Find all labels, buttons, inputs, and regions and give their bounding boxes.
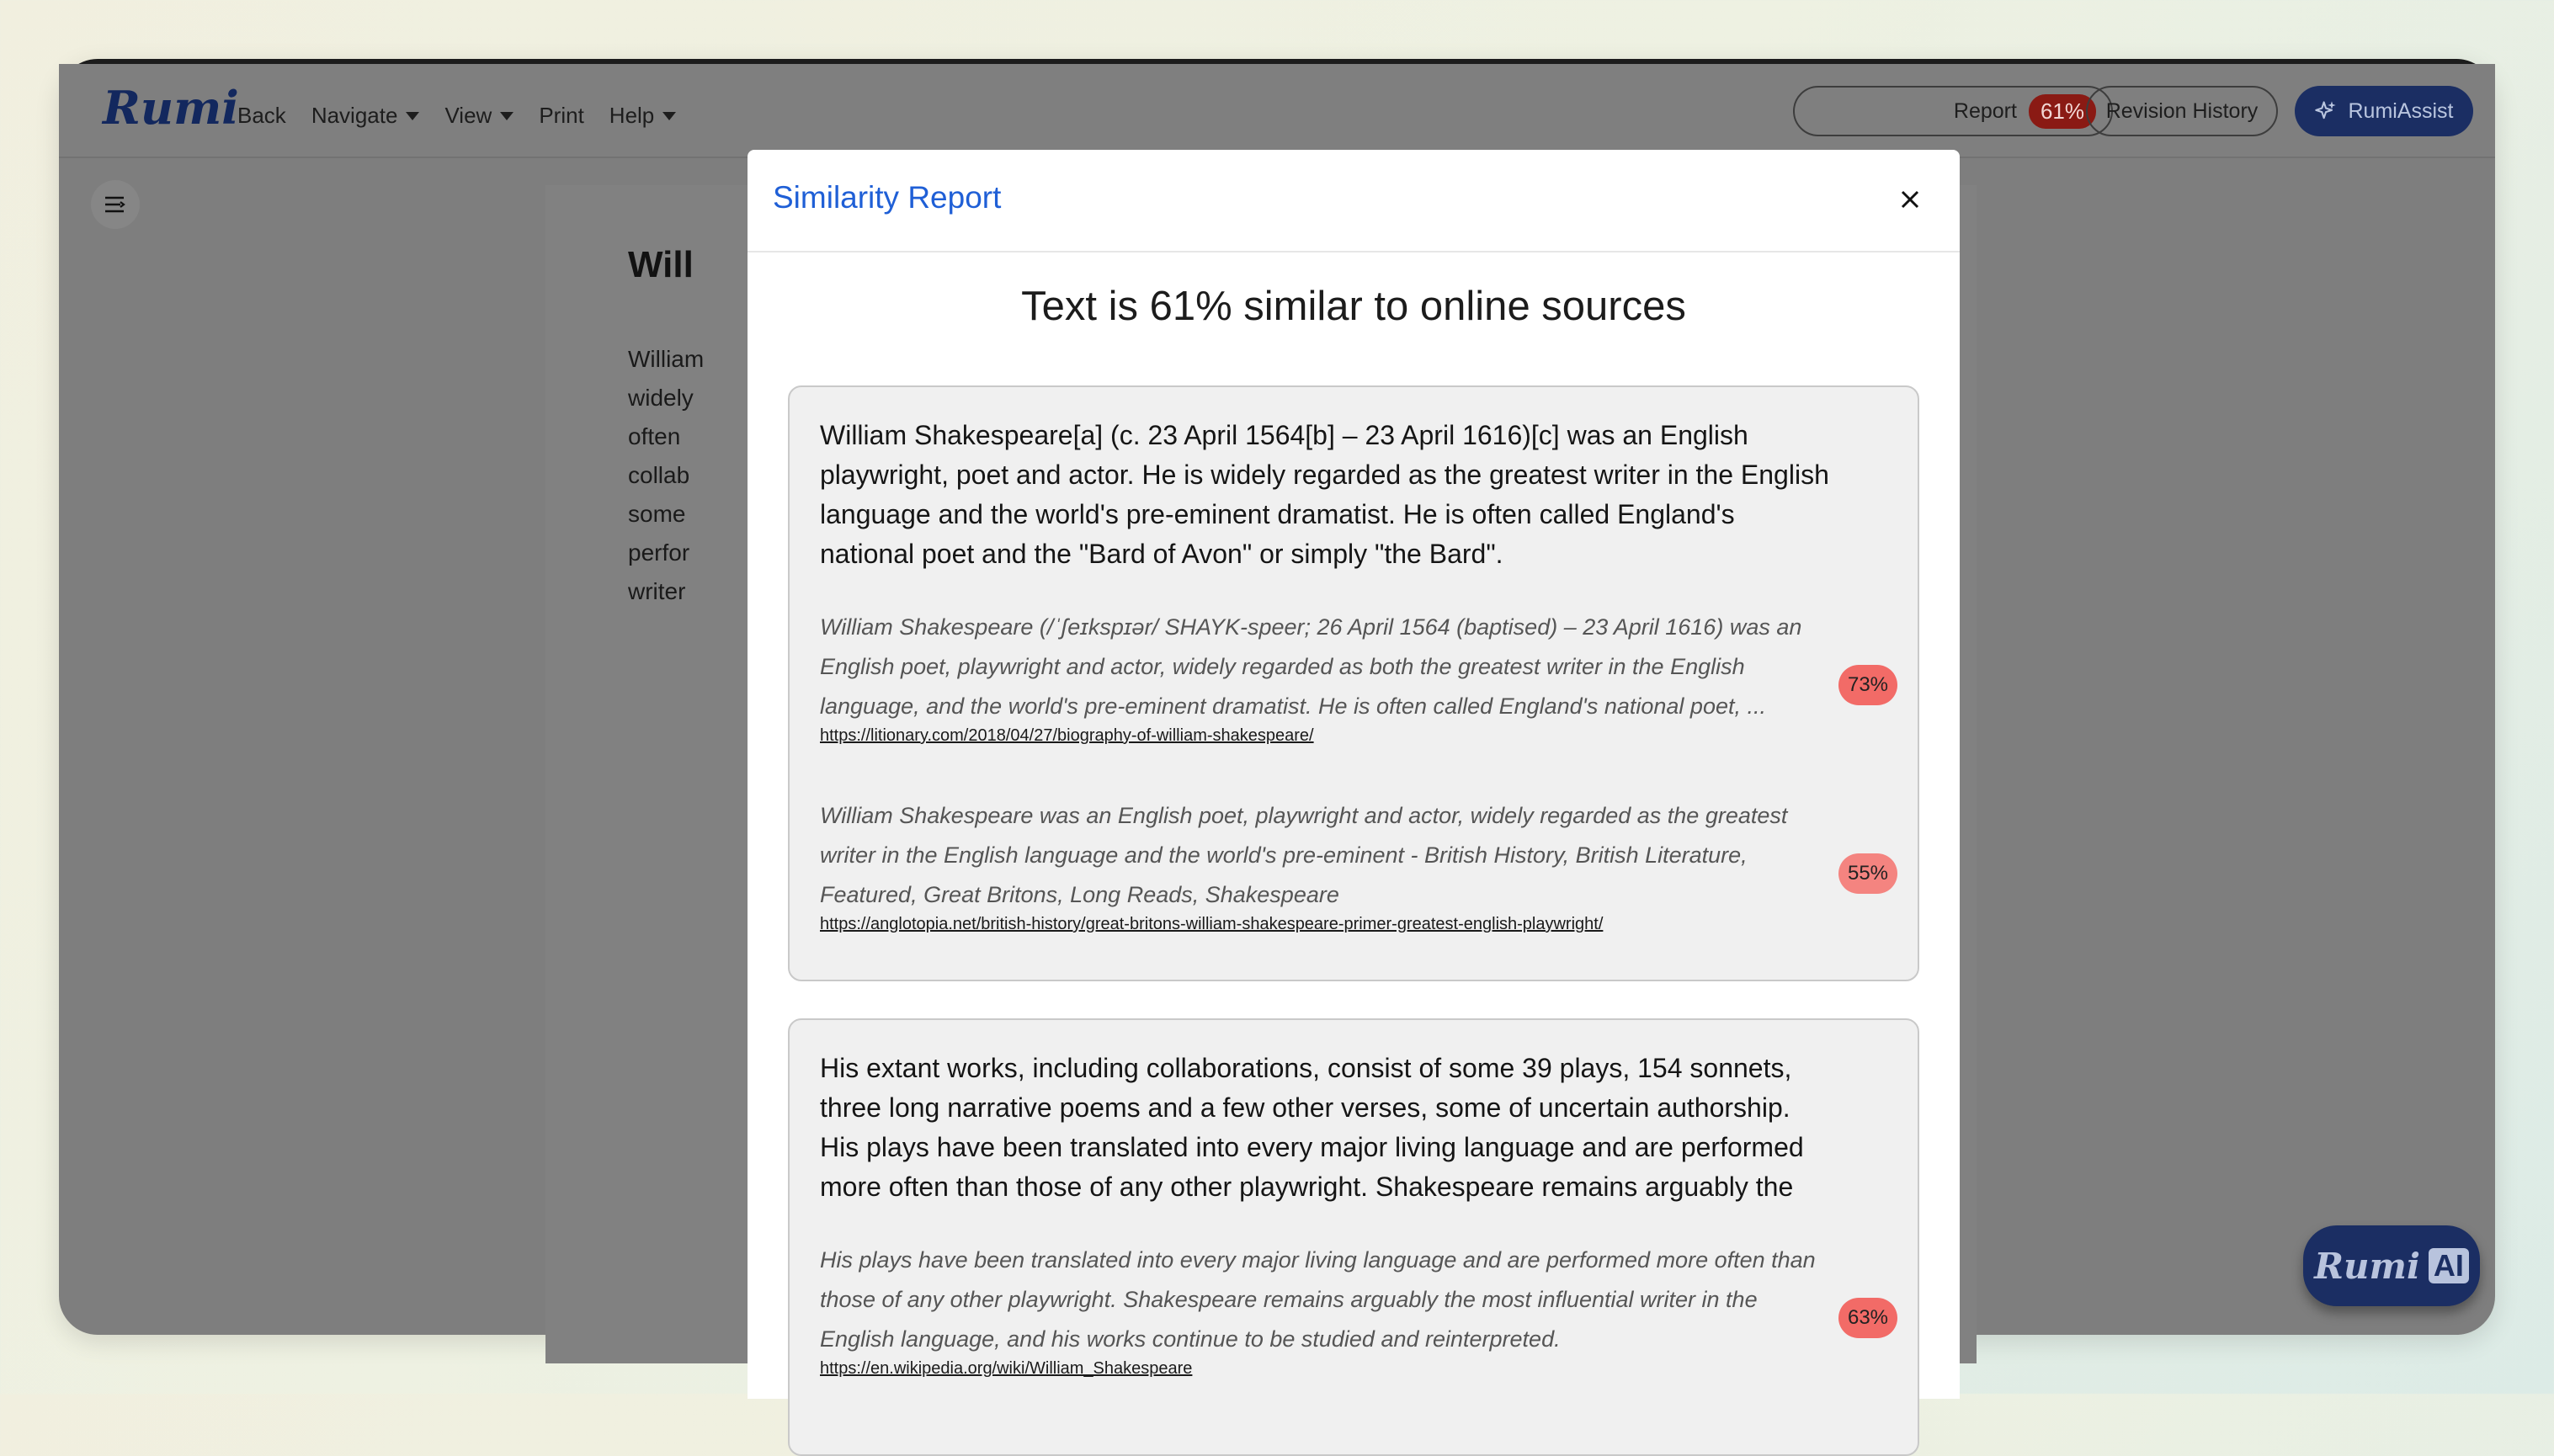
menu-bar xyxy=(237,103,701,129)
similarity-summary-heading: Text is 61% similar to online sources xyxy=(1021,284,1686,329)
source-link[interactable]: https://anglotopia.net/british-history/great-britons-william-shakespeare-primer-greatest-english-playwright/ xyxy=(820,915,1604,933)
document-title: Will xyxy=(628,244,694,285)
menu-print-label: Print xyxy=(539,103,584,128)
source-link[interactable]: https://litionary.com/2018/04/27/biography-of-william-shakespeare/ xyxy=(820,726,1314,745)
rumi-logo[interactable]: Rumi xyxy=(103,81,239,135)
document-line: perfor xyxy=(628,539,690,566)
report-percent-badge: 61% xyxy=(2029,94,2096,129)
menu-help-label: Help xyxy=(609,103,655,128)
modal-title: Similarity Report xyxy=(773,180,1002,215)
document-line: some xyxy=(628,501,686,527)
matched-text: William Shakespeare[a] (c. 23 April 1564[b] – 23 April 1616)[c] was an English playwright, poet and actor. He is widely regarded as the greatest writer in the English language and the world's pre-eminent dramatist. He is often called England's national poet and the "Bard of Avon" or simply "the Bard". xyxy=(820,420,1829,569)
close-icon[interactable] xyxy=(1897,187,1923,212)
similarity-report-modal xyxy=(748,150,1960,1399)
document-line: widely xyxy=(628,385,694,411)
document-line: often xyxy=(628,423,681,449)
menu-view-label: View xyxy=(444,103,492,128)
chevron-down-icon xyxy=(500,112,513,120)
report-label: Report xyxy=(1953,98,2017,123)
document-line: William xyxy=(628,346,705,372)
match-card xyxy=(788,1018,1919,1456)
modal-header xyxy=(748,150,1960,252)
document-body xyxy=(628,340,704,611)
rumi-ai-button[interactable] xyxy=(2303,1225,2480,1306)
menu-navigate-label: Navigate xyxy=(311,103,398,128)
chevron-down-icon xyxy=(406,112,419,120)
source-link[interactable]: https://en.wikipedia.org/wiki/William_Shakespeare xyxy=(820,1359,1193,1378)
chevron-down-icon xyxy=(662,112,676,120)
top-bar xyxy=(59,64,2495,158)
source-item xyxy=(820,796,1830,934)
menu-icon xyxy=(104,194,127,215)
rumi-assist-button[interactable] xyxy=(2295,86,2473,136)
menu-back-label: Back xyxy=(237,103,286,128)
menu-back[interactable] xyxy=(237,103,286,129)
menu-view[interactable] xyxy=(444,103,513,129)
sidebar-toggle-button[interactable] xyxy=(91,180,140,229)
rumi-assist-label: RumiAssist xyxy=(2348,98,2454,123)
match-card xyxy=(788,385,1919,981)
rumi-ai-badge: AI xyxy=(2429,1248,2469,1283)
rumi-ai-text: Rumi xyxy=(2314,1245,2420,1287)
source-snippet: His plays have been translated into every major living language and are performed more often than those of any other playwright. Shakespeare remains arguably the most influential writer in the English language, and his works continue to be studied and reinterpreted. xyxy=(820,1247,1816,1352)
menu-print[interactable] xyxy=(539,103,583,129)
sparkle-icon xyxy=(2314,99,2338,123)
source-item xyxy=(820,1241,1830,1379)
document-line: writer xyxy=(628,578,686,604)
menu-navigate[interactable] xyxy=(311,103,420,129)
similarity-report-button[interactable] xyxy=(1793,86,2113,136)
document-line: collab xyxy=(628,462,690,488)
similarity-score-badge: 55% xyxy=(1838,853,1897,894)
similarity-score-badge: 73% xyxy=(1838,665,1897,705)
source-snippet: William Shakespeare (/ˈʃeɪkspɪər/ SHAYK-speer; 26 April 1564 (baptised) – 23 April 1616) was an English poet, playwright and actor, widely regarded as both the greatest writer in the English language, and the world's pre-eminent dramatist. He is often called England's national poet, ... xyxy=(820,614,1802,719)
source-snippet: William Shakespeare was an English poet, playwright and actor, widely regarded as the greatest writer in the English language and the world's pre-eminent - British History, British Literature, Featured, Great Britons, Long Reads, Shakespeare xyxy=(820,803,1788,907)
revision-history-button[interactable]: Revision History xyxy=(2086,86,2278,136)
source-item xyxy=(820,608,1830,746)
matched-text: His extant works, including collaborations, consist of some 39 plays, 154 sonnets, three long narrative poems and a few other verses, some of uncertain authorship. His plays have been translated into every major living language and are performed more often than those of any other playwright. Shakespeare remains arguably the xyxy=(820,1053,1804,1202)
similarity-score-badge: 63% xyxy=(1838,1298,1897,1338)
menu-help[interactable] xyxy=(609,103,676,129)
app-window xyxy=(59,59,2495,1378)
